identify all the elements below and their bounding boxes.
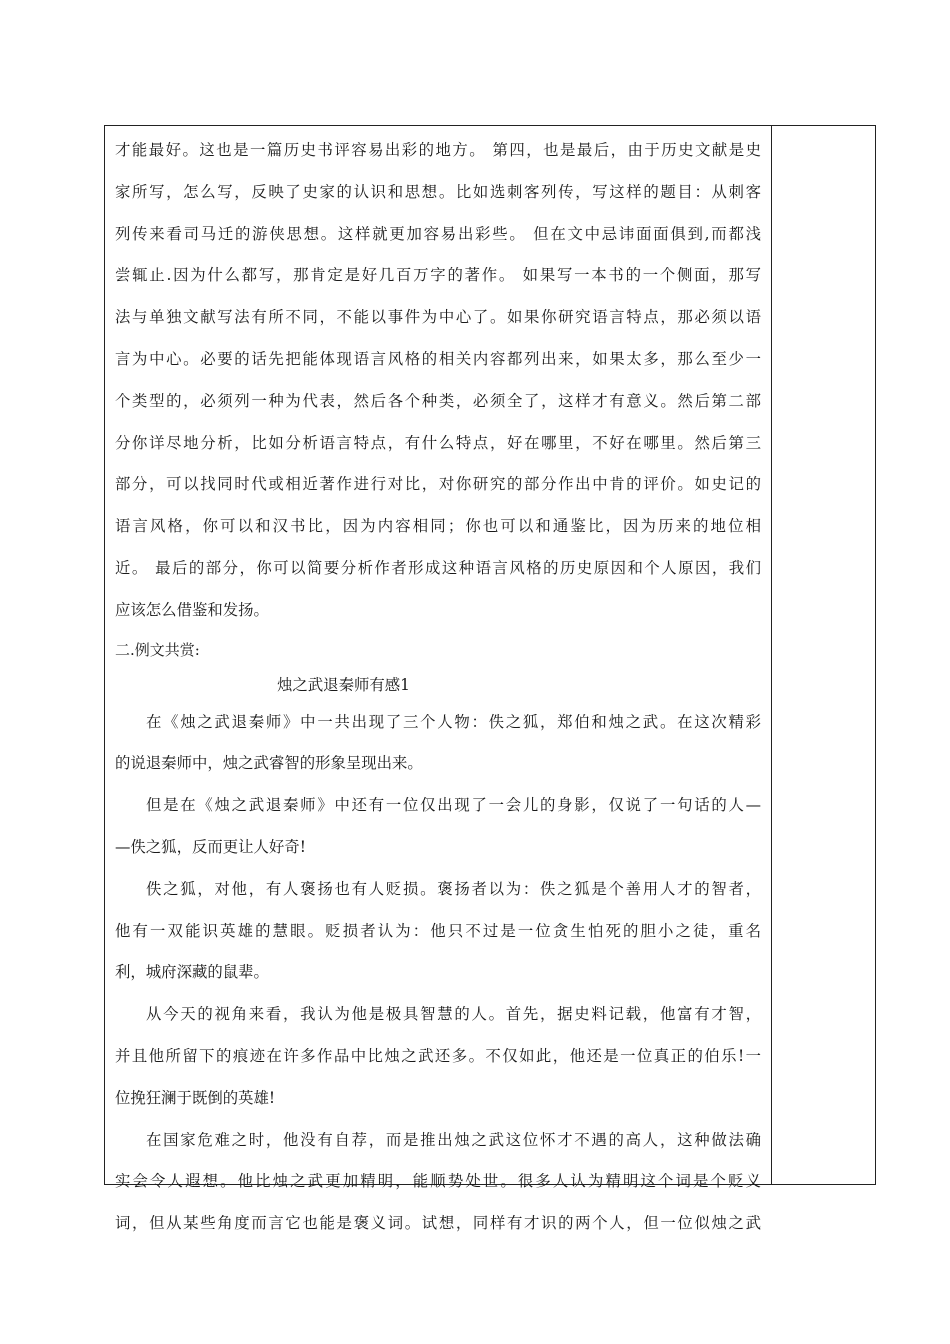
text-line: 实会令人遐想。他比烛之武更加精明，能顺势处世。很多人认为精明这个词是个贬义 (115, 1172, 761, 1191)
text-line: 利，城府深藏的鼠辈。 (115, 963, 269, 982)
text-line: 但是在《烛之武退秦师》中还有一位仅出现了一会儿的身影，仅说了一句话的人— (146, 796, 761, 815)
text-line: 尝辄止.因为什么都写，那肯定是好几百万字的著作。 如果写一本书的一个侧面，那写 (115, 266, 761, 285)
example-essay-body (115, 702, 761, 1245)
paragraph (115, 869, 761, 994)
text-line: 他有一双能识英雄的慧眼。贬损者认为：他只不过是一位贪生怕死的胆小之徒，重名 (115, 921, 761, 940)
text-line: 近。 最后的部分，你可以简要分析作者形成这种语言风格的历史原因和个人原因，我们 (115, 558, 761, 577)
text-line: 佚之狐，对他，有人褒扬也有人贬损。褒扬者以为：佚之狐是个善用人才的智者， (146, 879, 761, 898)
paragraph (115, 702, 761, 786)
text-line: 应该怎么借鉴和发扬。 (115, 600, 269, 619)
text-line: 列传来看司马迁的游侠思想。这样就更加容易出彩些。 但在文中忌讳面面俱到,而都浅 (115, 224, 761, 243)
side-notes-cell (773, 126, 875, 1184)
paragraph (115, 994, 761, 1119)
text-line: 才能最好。这也是一篇历史书评容易出彩的地方。 第四，也是最后，由于历史文献是史 (115, 141, 761, 159)
text-line: 个类型的，必须列一种为代表，然后各个种类，必须全了，这样才有意义。然后第二部 (115, 391, 761, 410)
essay-title: 烛之武退秦师有感1 (277, 675, 410, 694)
text-line: 言为中心。必要的话先把能体现语言风格的相关内容都列出来，如果太多，那么至少一 (115, 349, 761, 368)
text-line: 在国家危难之时，他没有自荐，而是推出烛之武这位怀才不遇的高人，这种做法确 (146, 1130, 761, 1149)
document-table (104, 125, 876, 1233)
text-line: 在《烛之武退秦师》中一共出现了三个人物：佚之狐，郑伯和烛之武。在这次精彩 (146, 712, 761, 731)
text-line: 分你详尽地分析，比如分析语言特点，有什么特点，好在哪里，不好在哪里。然后第三 (115, 433, 761, 452)
paragraph (115, 785, 761, 869)
section-heading: 二.例文共赏: (115, 640, 200, 659)
text-line: —佚之狐，反而更让人好奇! (115, 837, 306, 856)
main-text-cell (105, 126, 771, 1233)
column-divider (771, 126, 772, 1184)
essay-guidance-section (115, 130, 761, 632)
text-line: 的说退秦师中，烛之武睿智的形象呈现出来。 (115, 754, 423, 773)
text-line: 并且他所留下的痕迹在许多作品中比烛之武还多。不仅如此，他还是一位真正的伯乐!一 (115, 1046, 761, 1065)
text-line: 家所写，怎么写，反映了史家的认识和思想。比如选刺客列传，写这样的题目：从刺客 (115, 182, 761, 201)
text-line: 语言风格，你可以和汉书比，因为内容相同；你也可以和通鉴比，因为历来的地位相 (115, 517, 761, 536)
text-line: 位挽狂澜于既倒的英雄! (115, 1088, 276, 1107)
text-line: 词，但从某些角度而言它也能是褒义词。试想，同样有才识的两个人，但一位似烛之武 (115, 1214, 761, 1233)
paragraph (115, 1120, 761, 1245)
text-line: 法与单独文献写法有所不同，不能以事件为中心了。如果你研究语言特点，那必须以语 (115, 308, 761, 327)
text-line: 部分，可以找同时代或相近著作进行对比，对你研究的部分作出中肯的评价。如史记的 (115, 475, 761, 494)
text-line: 从今天的视角来看，我认为他是极具智慧的人。首先，据史料记载，他富有才智， (146, 1005, 761, 1024)
